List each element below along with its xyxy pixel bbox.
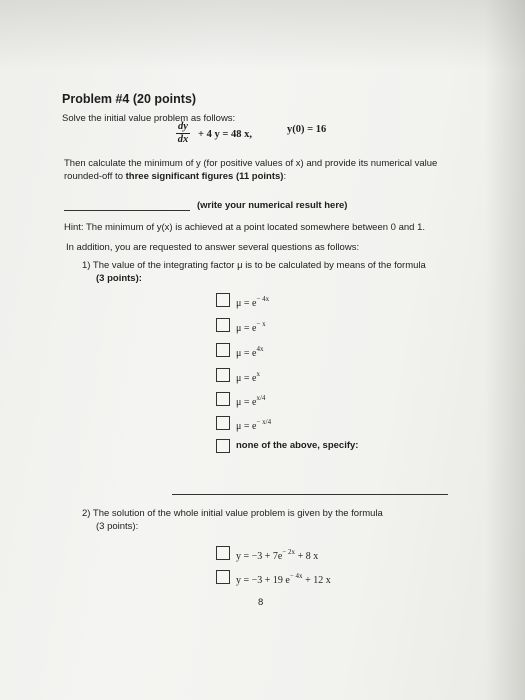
checkbox[interactable] [216,439,230,453]
checkbox[interactable] [216,416,230,430]
addition-text: In addition, you are requested to answer several questions as follows: [66,242,360,253]
q1-option-5-label: $\mu = e^{x/4}$ [236,394,266,408]
checkbox[interactable] [216,546,230,560]
derivative-fraction [176,121,190,146]
page-shadow-right [485,0,525,700]
question-2-points: (3 points): [96,521,139,532]
equation-rest: + 4 y = 48 x, [198,129,252,140]
answer-prompt: (write your numerical result here) [197,200,348,211]
initial-condition: y(0) = 16 [287,124,327,135]
q2-option-1-label: $y = -3 + 7e^{- 2x} + 8$ x [236,548,319,562]
task-line-2-bold: three significant figures (11 points) [125,171,284,182]
checkbox[interactable] [216,293,230,307]
q1-option-6-label: $\mu = e^{- x/4}$ [236,418,272,432]
hint-text: Hint: The minimum of y(x) is achieved at a point located somewhere between 0 and 1. [64,222,426,233]
q1-option-4-label: $\mu = e^x$ [236,370,260,384]
checkbox[interactable] [216,343,230,357]
q1-option-2-label: $\mu = e^{- x}$ [236,320,266,334]
fraction-denominator: dx [177,134,189,145]
q1-option-3-label: $\mu = e^{4x}$ [236,345,264,359]
checkbox[interactable] [216,570,230,584]
question-1-line-1: 1) The value of the integrating factor μ is to be calculated by means of the formula [82,260,426,271]
checkbox[interactable] [216,318,230,332]
page-shadow-top [0,0,525,70]
question-2-line-1: 2) The solution of the whole initial value problem is given by the formula [82,508,383,519]
page-number: 8 [258,597,264,608]
task-line-2-suffix: : [283,171,287,182]
answer-blank-line[interactable] [64,210,190,211]
q1-option-1-label: $\mu = e^{- 4x}$ [236,295,270,309]
task-line-2-prefix: rounded-off to [64,171,123,182]
q2-option-2-label: y = −3 + 19 $e^{- 4x} + 12$ x [236,572,331,586]
problem-title: Problem #4 (20 points) [62,92,197,106]
question-1-points: (3 points): [96,273,142,284]
checkbox[interactable] [216,392,230,406]
fraction-numerator: dy [178,121,188,132]
specify-blank-line[interactable] [172,494,448,495]
task-line-2 [64,171,286,182]
task-line-1: Then calculate the minimum of y (for positive values of x) and provide its numerical value [64,158,438,169]
checkbox[interactable] [216,368,230,382]
instruction-text: Solve the initial value problem as follows: [62,113,236,124]
q1-option-none-label: none of the above, specify: [236,440,359,451]
